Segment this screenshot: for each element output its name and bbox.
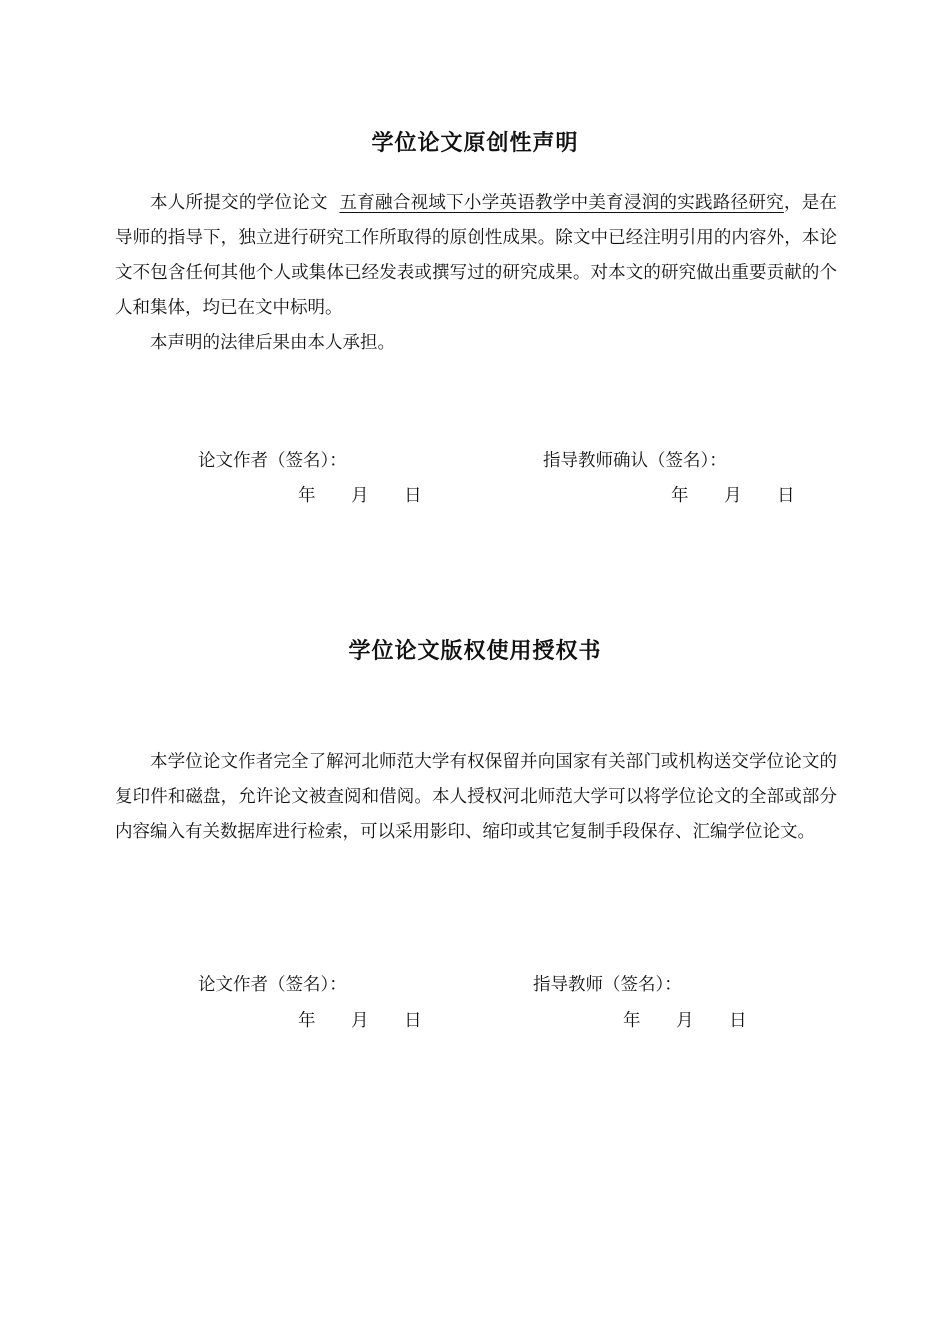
year-label: 年 [623, 1011, 641, 1031]
declaration-advisor-signature: 指导教师确认（签名）： [543, 451, 727, 471]
authorization-advisor-signature: 指导教师（签名）： [533, 975, 682, 995]
thesis-title: 五育融合视域下小学英语教学中美育浸润的实践路径研究 [339, 193, 784, 213]
day-label: 日 [404, 1011, 422, 1031]
authorization-advisor-date [623, 1007, 747, 1032]
month-label: 月 [676, 1011, 694, 1031]
declaration-paragraph-2: 本声明的法律后果由本人承担。 [150, 333, 395, 353]
year-label: 年 [671, 486, 689, 506]
declaration-author-date [298, 482, 422, 507]
authorization-paragraph-1: 本学位论文作者完全了解河北师范大学有权保留并向国家有关部门或机构送交学位论文的复印件和磁盘，允许论文被查阅和借阅。本人授权河北师范大学可以将学位论文的全部或部分内容编入有关数据库进行检索，可以采用影印、缩印或其它复制手段保存、汇编学位论文。 [115, 752, 837, 842]
month-label: 月 [351, 1011, 369, 1031]
authorization-title: 学位论文版权使用授权书 [348, 639, 602, 664]
declaration-advisor-date [671, 482, 795, 507]
authorization-author-date [298, 1007, 422, 1032]
month-label: 月 [724, 486, 742, 506]
declaration-body [115, 186, 837, 361]
day-label: 日 [404, 486, 422, 506]
year-label: 年 [298, 1011, 316, 1031]
year-label: 年 [298, 486, 316, 506]
authorization-author-signature: 论文作者（签名）： [198, 975, 347, 995]
day-label: 日 [729, 1011, 747, 1031]
declaration-rest: ，是在导师的指导下，独立进行研究工作所取得的原创性成果。除文中已经注明引用的内容外，本论文不包含任何其他个人或集体已经发表或撰写过的研究成果。对本文的研究做出重要贡献的个人和集体，均已在文中标明。 [115, 193, 838, 318]
declaration-author-signature: 论文作者（签名）： [198, 451, 347, 471]
day-label: 日 [777, 486, 795, 506]
authorization-body [115, 745, 837, 850]
declaration-title: 学位论文原创性声明 [371, 131, 579, 156]
declaration-paragraph-1 [115, 186, 837, 326]
declaration-lead: 本人所提交的学位论文 [150, 193, 328, 213]
month-label: 月 [351, 486, 369, 506]
